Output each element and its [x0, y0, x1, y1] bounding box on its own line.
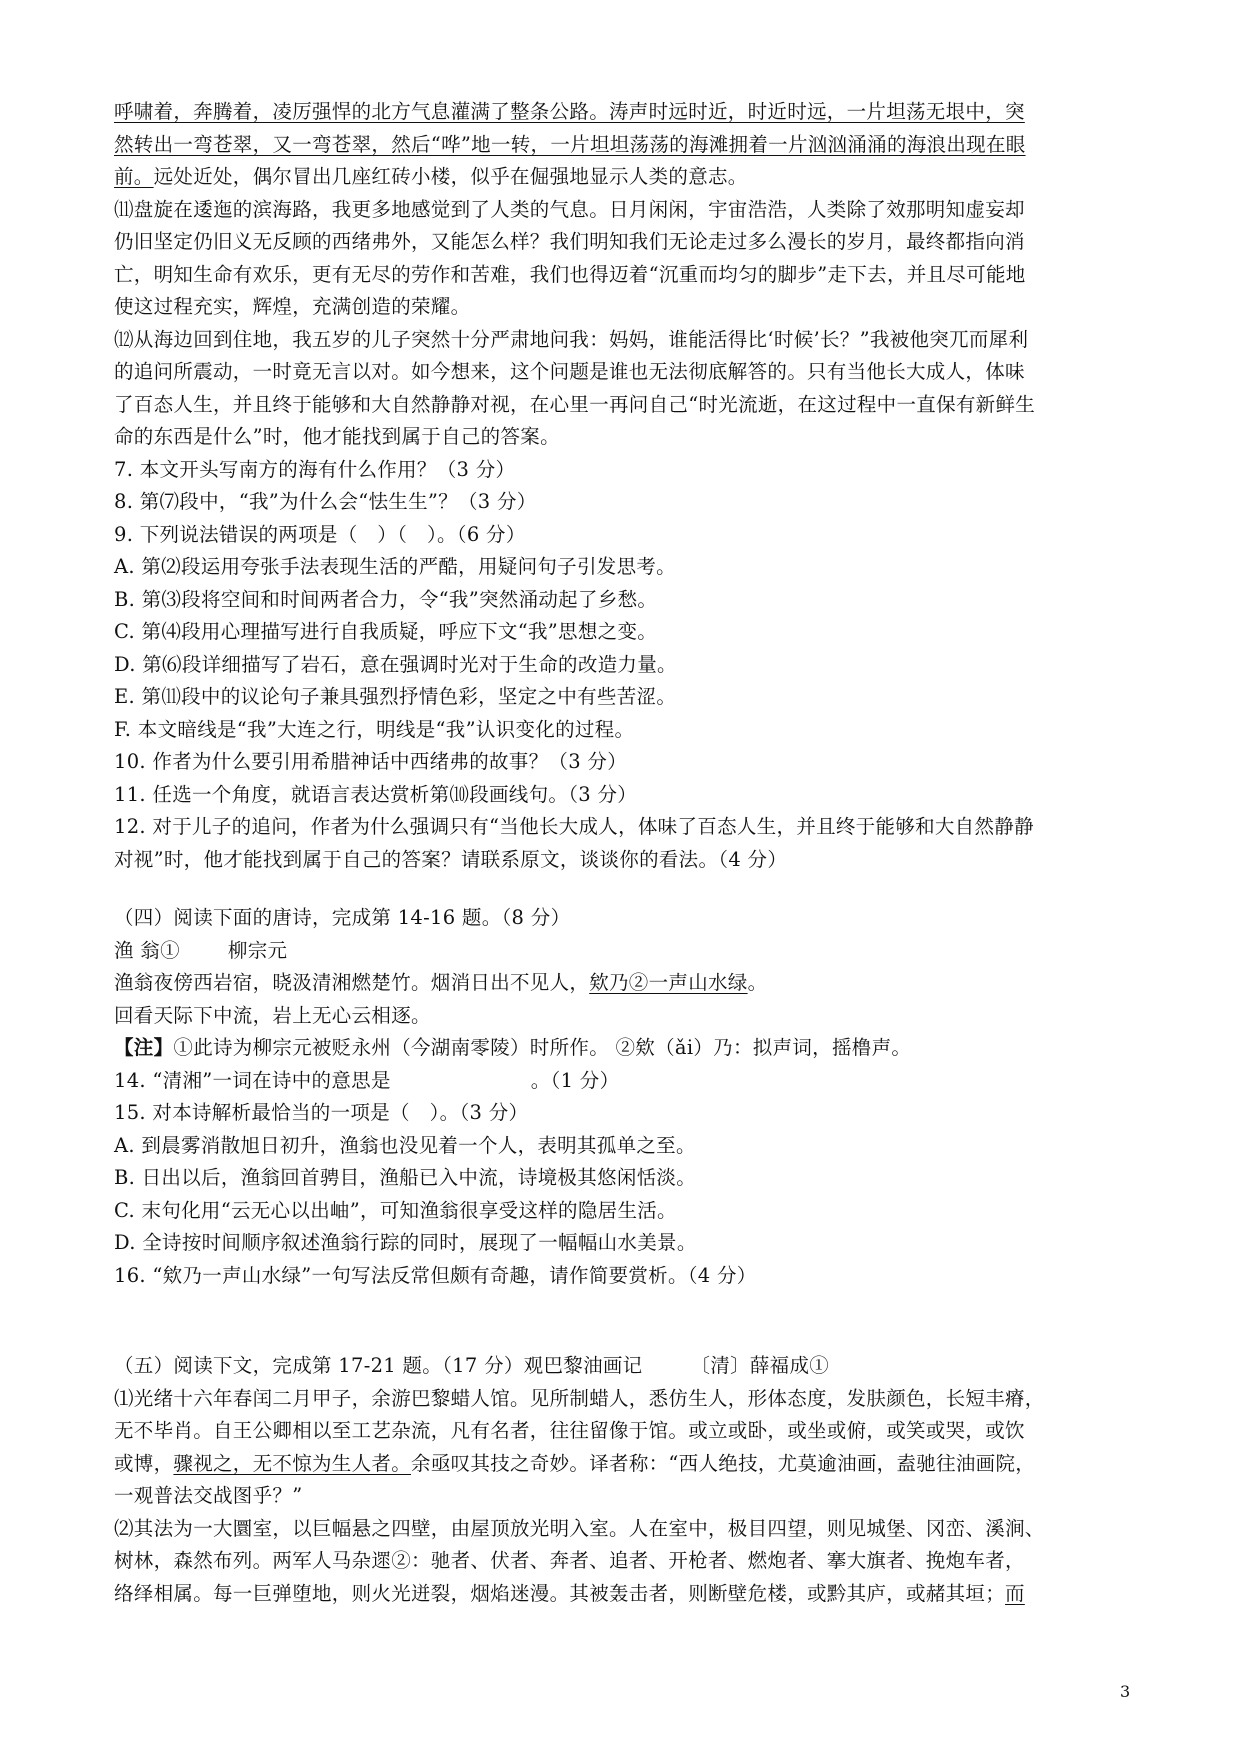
question-7: 7. 本文开头写南方的海有什么作用？（3 分） [114, 457, 516, 481]
passage-line [114, 129, 1134, 162]
section-5-heading: （五）阅读下文，完成第 17-21 题。（17 分）观巴黎油画记 〔清〕薛福成① [114, 1354, 830, 1377]
poem-note: 【注】①此诗为柳宗元被贬永州（今湖南零陵）时所作。 ②欸（ǎi）乃：拟声词，摇橹声。 [114, 1036, 912, 1059]
underlined-sentence: 骤视之，无不惊为生人者。 [173, 1451, 412, 1475]
question-16: 16. “欸乃一声山水绿”一句写法反常但颇有奇趣，请作简要赏析。（4 分） [114, 1263, 757, 1287]
paragraph-12: 的追问所震动，一时竟无言以对。如今想来，这个问题是谁也无法彻底解答的。只有当他长大成人，体味 [114, 360, 1025, 383]
poem-title-line [114, 935, 1134, 968]
poem-author: 柳宗元 [227, 938, 288, 962]
underlined-sentence: 前。 [114, 165, 154, 188]
section-4-heading: （四）阅读下面的唐诗，完成第 14-16 题。（8 分） [114, 906, 571, 929]
essay-paragraph-1: 一观普法交战图乎？” [114, 1484, 303, 1507]
underlined-sentence: 呼啸着，奔腾着，凌厉强悍的北方气息灌满了整条公路。涛声时远时近，时近时远，一片坦荡无垠中，突 [114, 100, 1025, 123]
option-f: F. 本文暗线是“我”大连之行，明线是“我”认识变化的过程。 [114, 717, 635, 741]
question-11: 11. 任选一个角度，就语言表达赏析第⑽段画线句。（3 分） [114, 782, 638, 806]
poem-line: 回看天际下中流，岩上无心云相逐。 [114, 1003, 431, 1027]
paragraph-12: 了百态人生，并且终于能够和大自然静静对视，在心里一再问自己“时光流逝，在这过程中一直保有新鲜生 [114, 392, 1036, 416]
essay-paragraph-1: 或博，骤视之，无不惊为生人者。余亟叹其技之奇妙。译者称：“西人绝技，尤莫逾油画，盍驰往油画院， [114, 1451, 1036, 1475]
option-d: D. 全诗按时间顺序叙述渔翁行踪的同时，展现了一幅幅山水美景。 [114, 1231, 697, 1254]
question-8: 8. 第⑺段中，“我”为什么会“怯生生”？（3 分） [114, 490, 537, 513]
option-b: B. 日出以后，渔翁回首骋目，渔船已入中流，诗境极其悠闲恬淡。 [114, 1166, 697, 1189]
paragraph-11: ⑾盘旋在逶迤的滨海路，我更多地感觉到了人类的气息。日月闲闲，宇宙浩浩，人类除了效那明知虚妄却 [114, 197, 1025, 221]
question-12: 12. 对于儿子的追问，作者为什么强调只有“当他长大成人，体味了百态人生，并且终于能够和大自然静静 [114, 815, 1034, 838]
essay-author: 〔清〕薛福成① [690, 1354, 830, 1377]
option-e: E. 第⑾段中的议论句子兼具强烈抒情色彩，坚定之中有些苦涩。 [114, 685, 677, 708]
poem-line: 渔翁夜傍西岩宿，晓汲清湘燃楚竹。烟消日出不见人，欸乃②一声山水绿。 [114, 971, 768, 994]
essay-paragraph-1: 无不毕肖。自王公卿相以至工艺杂流，凡有名者，往往留像于馆。或立或卧，或坐或俯，或笑或哭，或饮 [114, 1419, 1025, 1442]
note-label: 【注】 [114, 1036, 174, 1059]
option-a: A. 第⑵段运用夸张手法表现生活的严酷，用疑问句子引发思考。 [114, 555, 676, 578]
paragraph-11: 使这过程充实，辉煌，充满创造的荣耀。 [114, 295, 471, 318]
question-10: 10. 作者为什么要引用希腊神话中西绪弗的故事？（3 分） [114, 750, 628, 773]
underlined-verse: 欸乃②一声山水绿 [589, 971, 748, 994]
option-c: C. 第⑷段用心理描写进行自我质疑，呼应下文“我”思想之变。 [114, 620, 658, 643]
question-12: 对视”时，他才能找到属于自己的答案？请联系原文，谈谈你的看法。（4 分） [114, 847, 788, 871]
option-b: B. 第⑶段将空间和时间两者合力，令“我”突然涌动起了乡愁。 [114, 587, 658, 611]
option-d: D. 第⑹段详细描写了岩石，意在强调时光对于生命的改造力量。 [114, 652, 677, 676]
option-c: C. 末句化用“云无心以出岫”，可知渔翁很享受这样的隐居生活。 [114, 1198, 677, 1222]
page-number: 3 [1120, 1682, 1131, 1701]
option-a: A. 到晨雾消散旭日初升，渔翁也没见着一个人，表明其孤单之至。 [114, 1133, 696, 1157]
underlined-sentence: 然转出一弯苍翠，又一弯苍翠，然后“哗”地一转，一片坦坦荡荡的海滩拥着一片汹汹涌涌的海浪出现在眼 [114, 132, 1026, 156]
poem-title: 渔 翁① [114, 938, 180, 962]
essay-paragraph-1: ⑴光绪十六年春闰二月甲子，余游巴黎蜡人馆。见所制蜡人，悉仿生人，形体态度，发肤颜色，长短丰瘠， [114, 1386, 1045, 1410]
essay-paragraph-2: ⑵其法为一大圜室，以巨幅悬之四壁，由屋顶放光明入室。人在室中，极目四望，则见城堡、冈峦、溪涧、 [114, 1516, 1045, 1540]
paragraph-11: 亡，明知生命有欢乐，更有无尽的劳作和苦难，我们也得迈着“沉重而均匀的脚步”走下去，并且尽可能地 [114, 262, 1026, 286]
paragraph-12: 命的东西是什么”时，他才能找到属于自己的答案。 [114, 425, 560, 448]
question-14: 14. “清湘”一词在诗中的意思是 。（1 分） [114, 1068, 620, 1092]
essay-paragraph-2: 树林，森然布列。两军人马杂遝②：驰者、伏者、奔者、追者、开枪者、燃炮者、搴大旗者、挽炮车者， [114, 1549, 1025, 1572]
question-15: 15. 对本诗解析最恰当的一项是（ ）。（3 分） [114, 1101, 529, 1124]
paragraph-12: ⑿从海边回到住地，我五岁的儿子突然十分严肃地问我：妈妈，谁能活得比‘时候’长？”我被他突兀而犀利 [114, 327, 1029, 351]
passage-line [114, 96, 1134, 129]
document-page [114, 96, 1134, 1610]
question-9: 9. 下列说法错误的两项是（ ）（ ）。（6 分） [114, 522, 526, 546]
passage-line: 前。远处近处，偶尔冒出几座红砖小楼，似乎在倔强地显示人类的意志。 [114, 165, 748, 188]
paragraph-11: 仍旧坚定仍旧义无反顾的西绪弗外，又能怎么样？我们明知我们无论走过多么漫长的岁月，最终都指向消 [114, 230, 1025, 253]
essay-paragraph-2: 络绎相属。每一巨弹堕地，则火光迸裂，烟焰迷漫。其被轰击者，则断壁危楼，或黔其庐，或赭其垣；而 [114, 1581, 1025, 1605]
underlined-sentence: 而 [1005, 1581, 1025, 1605]
